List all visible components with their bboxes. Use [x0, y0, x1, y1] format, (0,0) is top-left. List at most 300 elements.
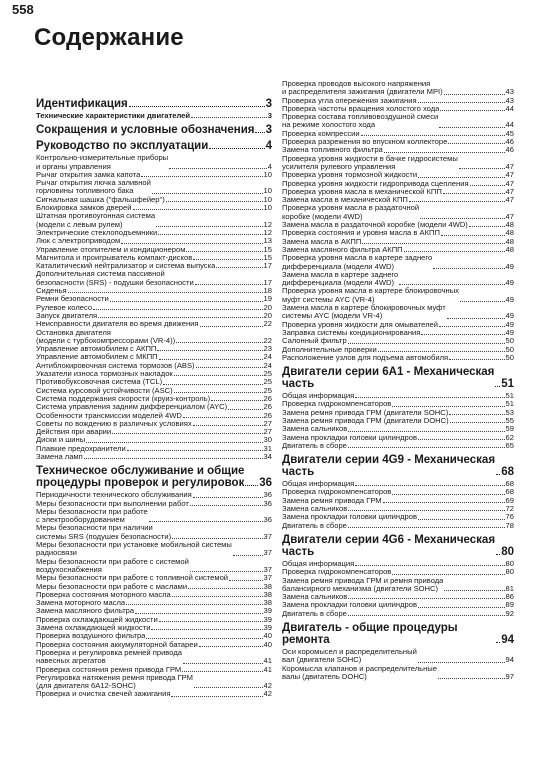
toc-entry-page: 37 [263, 548, 272, 558]
toc-entry [36, 491, 272, 499]
toc-entry-title: Меры безопасности при установке мобильной системы радиосвязи [36, 541, 232, 558]
dot-leader [172, 595, 263, 597]
toc-entry-page: 47 [505, 195, 514, 205]
dot-leader [438, 677, 505, 679]
toc-entry-page: 49 [505, 327, 514, 337]
dot-leader [172, 537, 262, 539]
toc-entry [282, 130, 514, 138]
toc-entry-page: 18 [263, 286, 272, 296]
toc-entry [36, 616, 272, 624]
toc-entry-page: 50 [505, 344, 514, 354]
toc-entry-page: 80 [505, 558, 514, 568]
toc-entry [36, 171, 272, 179]
toc-entry-title: Периодичности технического обслуживания [36, 491, 192, 500]
toc-entry [36, 212, 272, 229]
toc-entry [36, 666, 272, 674]
toc-entry-title: Рычаг открытия лючка заливной горловины топливного бака [36, 179, 151, 196]
toc-entry-page: 42 [263, 681, 272, 691]
toc-entry-title: Люк с электроприводом [36, 237, 121, 246]
toc-entry-title: Замена масла в механической КПП [282, 196, 408, 205]
toc-entry-title: Замена топливного фильтра [282, 146, 383, 155]
toc-entry [282, 513, 514, 521]
dot-leader [418, 438, 505, 440]
toc-entry-page: 3 [265, 98, 272, 110]
toc-entry-title: Замена масла в АКПП [282, 237, 362, 246]
toc-entry [282, 480, 514, 488]
toc-entry-page: 44 [505, 120, 514, 130]
dot-leader [355, 396, 504, 398]
toc-entry-title: Действия при аварии [36, 428, 112, 437]
toc-entry [36, 229, 272, 237]
toc-entry-page: 48 [505, 236, 514, 246]
dot-leader [348, 614, 505, 616]
toc-entry-page: 49 [505, 278, 514, 288]
dot-leader [384, 151, 505, 153]
toc-entry [36, 196, 272, 204]
toc-entry [36, 453, 272, 461]
toc-entry-title: Техническое обслуживание и общие процедуры проверок и регулировок [36, 465, 245, 490]
toc-entry-title: Заправка системы кондиционирования [282, 328, 421, 337]
toc-entry-title: Проверка гидрокомпенсаторов [282, 488, 392, 497]
toc-entry-page: 3 [267, 111, 272, 120]
toc-entry-title: Расположение узлов для подъема автомобиля [282, 353, 449, 362]
dot-leader [149, 520, 263, 522]
toc-entry-page: 25 [263, 377, 272, 387]
toc-entry [36, 329, 272, 346]
toc-entry [282, 180, 514, 188]
dot-leader [392, 493, 504, 495]
dot-leader [361, 134, 505, 136]
toc-entry [36, 254, 272, 262]
toc-entry [36, 412, 272, 420]
toc-entry-title: Проверка уровня жидкости гидропривода сцепления [282, 179, 469, 188]
toc-entry-title: Двигатель в сборе [282, 441, 347, 450]
toc-entry-title: Запуск двигателя [36, 311, 98, 320]
dot-leader [200, 325, 263, 327]
toc-entry [282, 346, 514, 354]
dot-leader [146, 637, 262, 639]
toc-entry [282, 568, 514, 576]
toc-entry-page: 39 [263, 606, 272, 616]
toc-entry-title: Особенности трансмиссии моделей 4WD [36, 411, 182, 420]
dot-leader [186, 250, 262, 252]
toc-entry [282, 229, 514, 237]
toc-entry-page: 49 [505, 311, 514, 321]
toc-entry-page: 49 [505, 294, 514, 304]
toc-entry [36, 690, 272, 698]
dot-leader [233, 554, 263, 556]
dot-leader [495, 385, 500, 387]
toc-entry-title: Электрические стеклоподъемники [36, 228, 158, 237]
toc-entry-title: Меры безопасности при наличии системы SRS (подушек безопасности) [36, 524, 172, 541]
toc-entry-title: Дополнительные проверки [282, 345, 377, 354]
dot-leader [418, 518, 505, 520]
toc-entry-page: 81 [505, 583, 514, 593]
toc-entry-title: Проверка уровня жидкости для омывателей [282, 320, 438, 329]
toc-entry [282, 505, 514, 513]
toc-entry-page: 47 [505, 161, 514, 171]
toc-entry [282, 188, 514, 196]
toc-entry [36, 295, 272, 303]
toc-entry-title: Замена сальников [282, 505, 348, 514]
toc-entry-title: Регулировка натяжения ремня привода ГРМ (для двигателя 6A12-SOHC) [36, 673, 193, 691]
dot-leader [129, 105, 265, 107]
dot-leader [112, 432, 262, 434]
toc-entry-page: 50 [505, 336, 514, 346]
toc-entry [36, 345, 272, 353]
dot-leader [86, 441, 262, 443]
dot-leader [193, 424, 263, 426]
toc-entry-page: 26 [263, 402, 272, 412]
toc-entry [36, 387, 272, 395]
toc-entry [282, 648, 514, 665]
toc-entry [282, 97, 514, 105]
dot-leader [196, 366, 263, 368]
toc-entry-title: Двигатели серии 4G6 - Механическая часть [282, 533, 496, 558]
toc-entry [282, 442, 514, 450]
toc-entry-page: 36 [263, 515, 272, 525]
toc-entry-page: 40 [263, 631, 272, 641]
toc-entry-title: Замена охлаждающей жидкости [36, 624, 151, 633]
toc-entry-page: 39 [263, 614, 272, 624]
toc-entry-title: Антиблокировочная система тормозов (ABS) [36, 361, 195, 370]
toc-entry [282, 488, 514, 496]
dot-leader [450, 421, 505, 423]
toc-entry-page: 47 [505, 211, 514, 221]
dot-leader [211, 399, 262, 401]
toc-entry [36, 304, 272, 312]
toc-entry [36, 403, 272, 411]
toc-entry [282, 392, 514, 400]
dot-leader [378, 350, 505, 352]
toc-entry-page: 4 [267, 161, 272, 171]
dot-leader [188, 587, 262, 589]
toc-entry-title: Магнитола и проигрыватель компакт-дисков [36, 253, 193, 262]
toc-entry [36, 270, 272, 287]
toc-entry-page: 22 [263, 319, 272, 329]
toc-entry [282, 610, 514, 618]
toc-entry [36, 420, 272, 428]
toc-entry-page: 44 [505, 103, 514, 113]
dot-leader [156, 225, 262, 227]
toc-entry-title: Проверка уровня масла в раздаточной коробке (модели 4WD) [282, 204, 420, 221]
toc-entry [36, 353, 272, 361]
dot-leader [166, 200, 263, 202]
toc-entry-title: Ремни безопасности [36, 295, 109, 304]
dot-leader [133, 208, 263, 210]
toc-entry-title: Замена масляного фильтра [36, 607, 135, 616]
dot-leader [418, 101, 505, 103]
toc-entry-page: 46 [505, 145, 514, 155]
toc-entry [36, 583, 272, 591]
dot-leader [392, 573, 504, 575]
toc-entry-page: 23 [263, 344, 272, 354]
toc-entry-page: 48 [505, 228, 514, 238]
toc-entry [36, 287, 272, 295]
toc-entry-page: 10 [263, 169, 272, 179]
dot-leader [439, 325, 505, 327]
toc-section-heading [36, 98, 272, 110]
dot-leader [449, 413, 504, 415]
toc-entry-title: Проверка гидрокомпенсаторов [282, 568, 392, 577]
toc-entry-page: 49 [505, 261, 514, 271]
dot-leader [448, 142, 504, 144]
toc-entry-title: Руководство по эксплуатации [36, 140, 209, 153]
toc-entry-page: 51 [505, 399, 514, 409]
dot-leader [421, 333, 504, 335]
dot-leader [191, 116, 267, 118]
toc-entry-title: Рулевое колесо [36, 303, 93, 312]
dot-leader [470, 184, 505, 186]
dot-leader [121, 242, 262, 244]
toc-entry-title: Меры безопасности при работе с системой воздухоснабжения [36, 557, 189, 574]
dot-leader [355, 564, 504, 566]
dot-leader [469, 225, 505, 227]
toc-entry-title: Двигатели серии 6А1 - Механическая часть [282, 366, 495, 391]
dot-leader [163, 383, 262, 385]
toc-entry-title: Проверка состава топливовоздушной смеси на режиме холостого хода [282, 113, 439, 130]
toc-entry-page: 25 [263, 369, 272, 379]
toc-entry [36, 179, 272, 196]
toc-entry [282, 665, 514, 682]
toc-entry [282, 577, 514, 594]
toc-entry-page: 39 [263, 623, 272, 633]
dot-leader [176, 341, 262, 343]
toc-entry [36, 558, 272, 575]
toc-entry-page: 62 [505, 432, 514, 442]
toc-entry-title: Замена ремня привода ГРМ (двигатели DOHC) [282, 416, 449, 425]
toc-entry [282, 80, 514, 97]
page-title: Содержание [34, 24, 184, 51]
toc-entry-title: Технические характеристики двигателей [36, 112, 191, 120]
toc-entry-page: 13 [263, 236, 272, 246]
toc-entry [282, 304, 514, 321]
dot-leader [418, 176, 504, 178]
toc-entry-title: Двигатель - общие процедуры ремонта [282, 622, 458, 647]
toc-entry [36, 428, 272, 436]
toc-entry-title: Салонный фильтр [282, 337, 347, 346]
dot-leader [420, 217, 504, 219]
dot-leader [183, 416, 263, 418]
toc-entry [36, 500, 272, 508]
toc-entry-page: 15 [263, 252, 272, 262]
toc-entry-page: 27 [263, 427, 272, 437]
toc-entry [282, 221, 514, 229]
toc-entry [36, 674, 272, 691]
toc-entry-title: Проверка и очистка свечей зажигания [36, 690, 171, 699]
toc-entry-page: 94 [505, 655, 514, 665]
toc-entry [36, 508, 272, 525]
toc-entry-title: Проверка гидрокомпенсаторов [282, 400, 392, 409]
dot-leader [183, 662, 263, 664]
toc-entry-page: 94 [501, 634, 514, 647]
toc-entry-title: Плавкие предохранители [36, 444, 126, 453]
toc-entry-title: Меры безопасности при работе с электрооборудованием [36, 507, 148, 525]
toc-entry-title: Управление автомобилем с МКПП [36, 353, 158, 362]
toc-entry-page: 42 [263, 689, 272, 699]
toc-entry-page: 12 [263, 227, 272, 237]
toc-entry-title: Проверка состояния и уровня масла в АКПП [282, 229, 440, 238]
dot-leader [383, 501, 505, 503]
toc-entry-title: Проверка уровня тормозной жидкости [282, 171, 418, 180]
toc-entry-title: Идентификация [36, 98, 128, 110]
toc-entry [282, 601, 514, 609]
dot-leader [444, 93, 505, 95]
toc-entry-page: 89 [505, 600, 514, 610]
toc-entry-title: Сокращения и условные обозначения [36, 124, 255, 137]
toc-entry-page: 50 [505, 352, 514, 362]
toc-entry [282, 425, 514, 433]
toc-entry-page: 47 [505, 178, 514, 188]
toc-entry-title: Остановка двигателя (модели с турбокомпрессорами (VR-4)) [36, 328, 176, 345]
toc-entry-title: Каталитический нейтрализатор и система выпуска [36, 262, 216, 271]
dot-leader [443, 192, 505, 194]
toc-entry [282, 400, 514, 408]
toc-entry-page: 41 [263, 664, 272, 674]
toc-entry-title: Замена ремня привода ГРМ и ремня привода балансирного механизма (двигатели SOHC) [282, 576, 444, 593]
toc-entry-page: 37 [263, 531, 272, 541]
dot-leader [141, 175, 262, 177]
toc-entry [282, 593, 514, 601]
toc-entry-title: Проверка и регулировка ремней привода навесных агрегатов [36, 648, 182, 666]
toc-section-heading [36, 124, 272, 136]
toc-entry-title: Меры безопасности при работе с топливной системой [36, 574, 229, 583]
toc-entry-title: Противобуксовочная система (TCL) [36, 378, 163, 387]
dot-leader [348, 526, 505, 528]
toc-entry-title: Коромысла клапанов и распределительные валы (двигатель DOHC) [282, 664, 437, 681]
toc-entry [282, 409, 514, 417]
toc-entry-title: Система поддержания скорости (круиз-контроль) [36, 394, 211, 403]
toc-entry [282, 204, 514, 221]
toc-section-heading [282, 534, 514, 558]
toc-entry-page: 37 [263, 564, 272, 574]
toc-entry-page: 78 [505, 520, 514, 530]
dot-leader [228, 408, 262, 410]
toc-entry [282, 138, 514, 146]
toc-entry-title: Замена прокладки головки цилиндров [282, 601, 417, 610]
dot-leader [433, 267, 504, 269]
toc-entry-title: Замена ремня привода ГРМ [282, 496, 382, 505]
toc-entry-page: 17 [263, 261, 272, 271]
dot-leader [418, 606, 505, 608]
toc-entry [36, 395, 272, 403]
dot-leader [98, 316, 262, 318]
dot-leader [496, 641, 500, 643]
dot-leader [496, 473, 500, 475]
toc-entry-page: 48 [505, 220, 514, 230]
dot-leader [110, 300, 263, 302]
dot-leader [418, 661, 505, 663]
toc-entry-title: Проверка частоты вращения холостого хода [282, 104, 440, 113]
dot-leader [348, 597, 504, 599]
dot-leader [93, 308, 262, 310]
dot-leader [441, 234, 505, 236]
dot-leader [194, 686, 263, 688]
toc-entry [36, 632, 272, 640]
toc-entry-page: 36 [259, 477, 272, 490]
toc-entry [36, 649, 272, 666]
toc-entry-page: 41 [263, 656, 272, 666]
toc-entry-title: Штатная противоугонная система (модели с левым рулем) [36, 212, 156, 229]
toc-entry-title: Замена прокладки головки цилиндров [282, 513, 417, 522]
toc-entry-page: 38 [263, 581, 272, 591]
toc-entry [36, 436, 272, 444]
dot-leader [159, 620, 263, 622]
toc-entry-page: 80 [505, 567, 514, 577]
toc-entry-page: 46 [505, 137, 514, 147]
toc-entry-title: Контрольно-измерительные приборы и органы управления [36, 154, 169, 171]
toc-entry-page: 26 [263, 393, 272, 403]
dot-leader [348, 509, 504, 511]
toc-entry-page: 10 [263, 186, 272, 196]
toc-entry [36, 362, 272, 370]
dot-leader [496, 553, 500, 555]
toc-left-column [36, 94, 272, 699]
page-number: 558 [12, 2, 34, 17]
toc-entry [282, 171, 514, 179]
toc-entry-page: 26 [263, 410, 272, 420]
toc-entry [282, 146, 514, 154]
toc-entry-title: Проверка состояния аккумуляторной батареи [36, 640, 198, 649]
toc-entry-page: 53 [505, 407, 514, 417]
toc-entry-page: 10 [263, 194, 272, 204]
toc-entry-title: Проверка разрежения во впускном коллекторе [282, 138, 448, 147]
toc-entry-page: 59 [505, 424, 514, 434]
toc-entry-title: Замена масла в картере заднего дифференциала (модели 4WD) [282, 270, 399, 288]
dot-leader [348, 430, 504, 432]
dot-leader [152, 192, 263, 194]
dot-leader [126, 603, 262, 605]
toc-entry [36, 312, 272, 320]
toc-entry-title: Двигатель в сборе [282, 609, 347, 618]
toc-entry-page: 47 [505, 186, 514, 196]
toc-entry-page: 36 [263, 490, 272, 500]
toc-entry-title: Замена прокладки головки цилиндров [282, 433, 417, 442]
toc-entry-title: Общая информация [282, 392, 355, 401]
toc-entry [36, 154, 272, 171]
toc-entry-title: Меры безопасности при работе с маслами [36, 582, 188, 591]
dot-leader [199, 645, 263, 647]
toc-entry-title: Замена масла в раздаточной коробке (модели 4WD) [282, 221, 468, 230]
toc-entry-page: 20 [263, 302, 272, 312]
dot-leader [459, 167, 505, 169]
toc-entry-title: Неисправности двигателя во время движения [36, 320, 199, 329]
toc-entry-title: Указатели износа тормозных накладок [36, 370, 173, 379]
toc-entry [282, 337, 514, 345]
toc-entry-title: Замена масляного фильтра АКПП [282, 245, 403, 254]
toc-entry-title: Управление отопителем и кондиционером [36, 245, 186, 254]
toc-entry-page: 72 [505, 504, 514, 514]
toc-entry-page: 24 [263, 352, 272, 362]
toc-entry-title: Проверка состояния моторного масла [36, 590, 171, 599]
toc-entry-title: Проверка уровня масла в механической КПП [282, 187, 442, 196]
toc-entry-page: 22 [263, 335, 272, 345]
toc-entry [282, 254, 514, 271]
toc-entry [282, 522, 514, 530]
toc-entry-title: Общая информация [282, 559, 355, 568]
dot-leader [444, 589, 504, 591]
toc-entry-title: Проверка уровня масла в картере блокировочных муфт системы AYC (VR-4) [282, 287, 459, 304]
toc-entry-title: Проверка уровня жидкости в бачке гидросистемы усилителя рулевого управления [282, 154, 458, 171]
toc-entry-page: 68 [501, 466, 514, 479]
dot-leader [127, 449, 263, 451]
toc-entry-page: 12 [263, 219, 272, 229]
toc-entry-page: 80 [501, 545, 514, 558]
dot-leader [190, 570, 263, 572]
toc-entry [36, 445, 272, 453]
dot-leader [447, 317, 505, 319]
toc-entry-title: Диски и шины [36, 436, 86, 445]
